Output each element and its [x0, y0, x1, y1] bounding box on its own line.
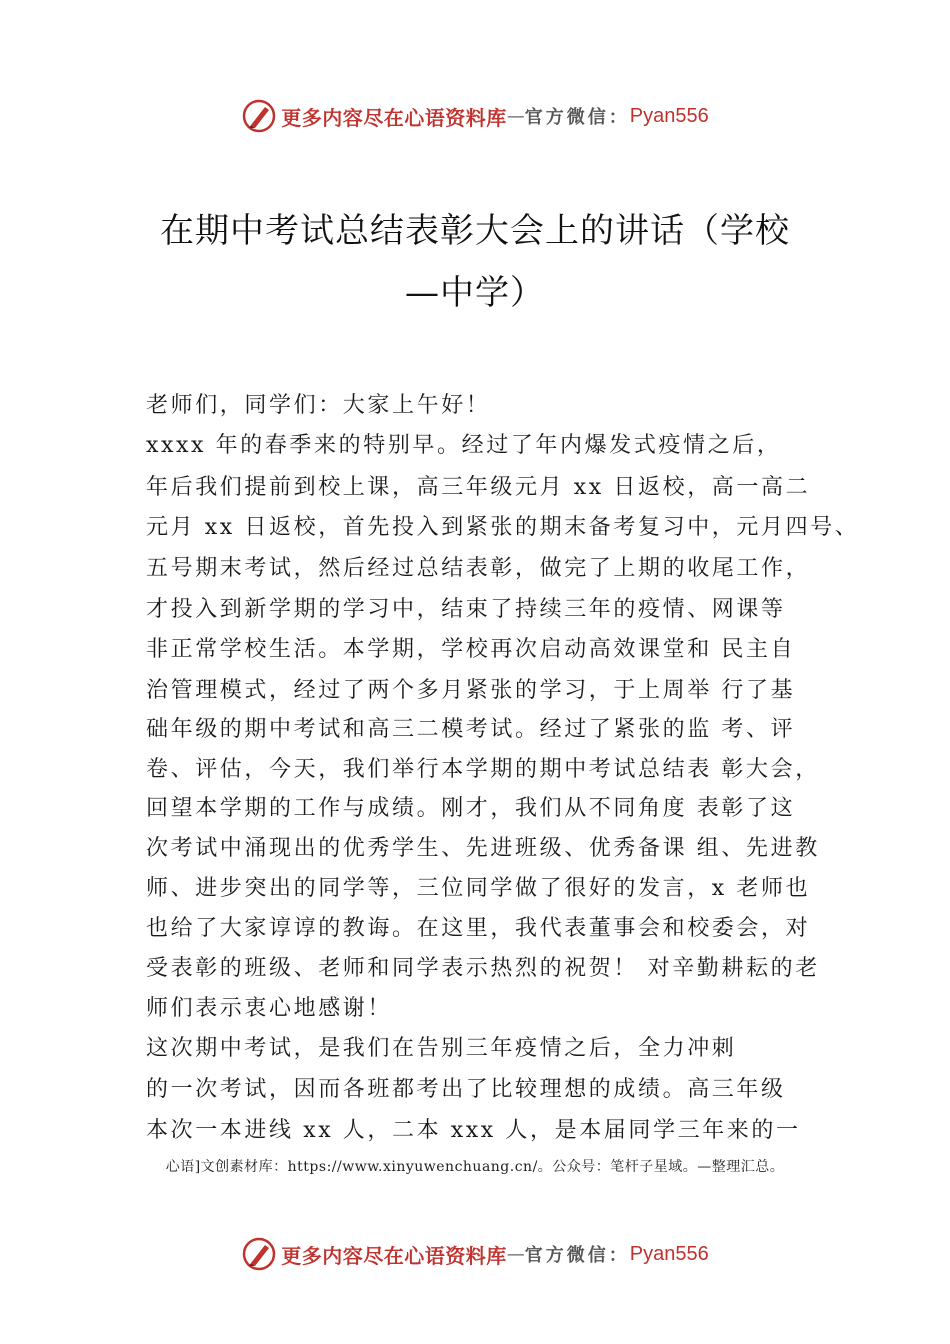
body-line: 治管理模式，经过了两个多月紧张的学习，于上周举 行了基: [146, 678, 796, 703]
title-line-2: —中学）: [405, 273, 545, 313]
body-line: 师们表示衷心地感谢！: [146, 996, 393, 1021]
body-line: 师、进步突出的同学等，三位同学做了很好的发言，x 老师也: [146, 876, 811, 901]
pen-circle-logo-icon: [241, 1236, 277, 1272]
body-line: 也给了大家谆谆的教诲。在这里，我代表董事会和校委会，对: [146, 916, 811, 941]
body-line: 才投入到新学期的学习中，结束了持续三年的疫情、网课等: [146, 597, 786, 622]
header-banner: [0, 96, 950, 136]
body-line: 这次期中考试，是我们在告别三年疫情之后，全力冲刺: [146, 1036, 737, 1061]
pen-circle-logo-icon: [241, 98, 277, 134]
body-line: 卷、评估，今天，我们举行本学期的期中考试总结表 彰大会，: [146, 757, 820, 782]
banner-wechat-label: 官方微信：: [524, 1245, 630, 1266]
banner-promo-text: 更多内容尽在心语资料库: [281, 1243, 507, 1268]
banner-wechat-id: Pyan556: [629, 1242, 709, 1265]
body-line: 元月 xx 日返校，首先投入到紧张的期末备考复习中，元月四号、: [146, 515, 860, 540]
banner-promo-text: 更多内容尽在心语资料库: [281, 105, 507, 130]
body-line: xxxx 年的春季来的特别早。经过了年内爆发式疫情之后，: [146, 433, 782, 458]
document-title: [100, 200, 850, 324]
body-line: 的一次考试，因而各班都考出了比较理想的成绩。高三年级: [146, 1077, 786, 1102]
body-line: 受表彰的班级、老师和同学表示热烈的祝贺！ 对辛勤耕耘的老: [146, 956, 820, 981]
body-line: 年后我们提前到校上课，高三年级元月 xx 日返校，高一高二: [146, 475, 811, 500]
footer-banner: [0, 1234, 950, 1274]
body-line: 本次一本进线 xx 人，二本 xxx 人，是本届同学三年来的一: [146, 1118, 801, 1143]
banner-wechat-label: 官方微信：: [524, 107, 630, 128]
banner-separator: —: [506, 1243, 525, 1265]
body-line: 础年级的期中考试和高三二模考试。经过了紧张的监 考、评: [146, 717, 796, 742]
banner-wechat-id: Pyan556: [629, 104, 709, 127]
body-line: 次考试中涌现出的优秀学生、先进班级、优秀备课 组、先进教: [146, 836, 820, 861]
body-line: 五号期末考试，然后经过总结表彰，做完了上期的收尾工作，: [146, 556, 811, 581]
body-line: 回望本学期的工作与成绩。刚才，我们从不同角度 表彰了这: [146, 796, 796, 821]
source-footnote: 心语]文创素材库：https://www.xinyuwenchuang.cn/。公众号：笔杆子星域。—整理汇总。: [165, 1159, 785, 1175]
banner-separator: —: [506, 105, 525, 127]
body-line: 非正常学校生活。本学期，学校再次启动高效课堂和 民主自: [146, 637, 796, 662]
title-line-1: 在期中考试总结表彰大会上的讲话（学校: [160, 211, 790, 251]
body-line: 老师们，同学们：大家上午好！: [146, 393, 491, 418]
